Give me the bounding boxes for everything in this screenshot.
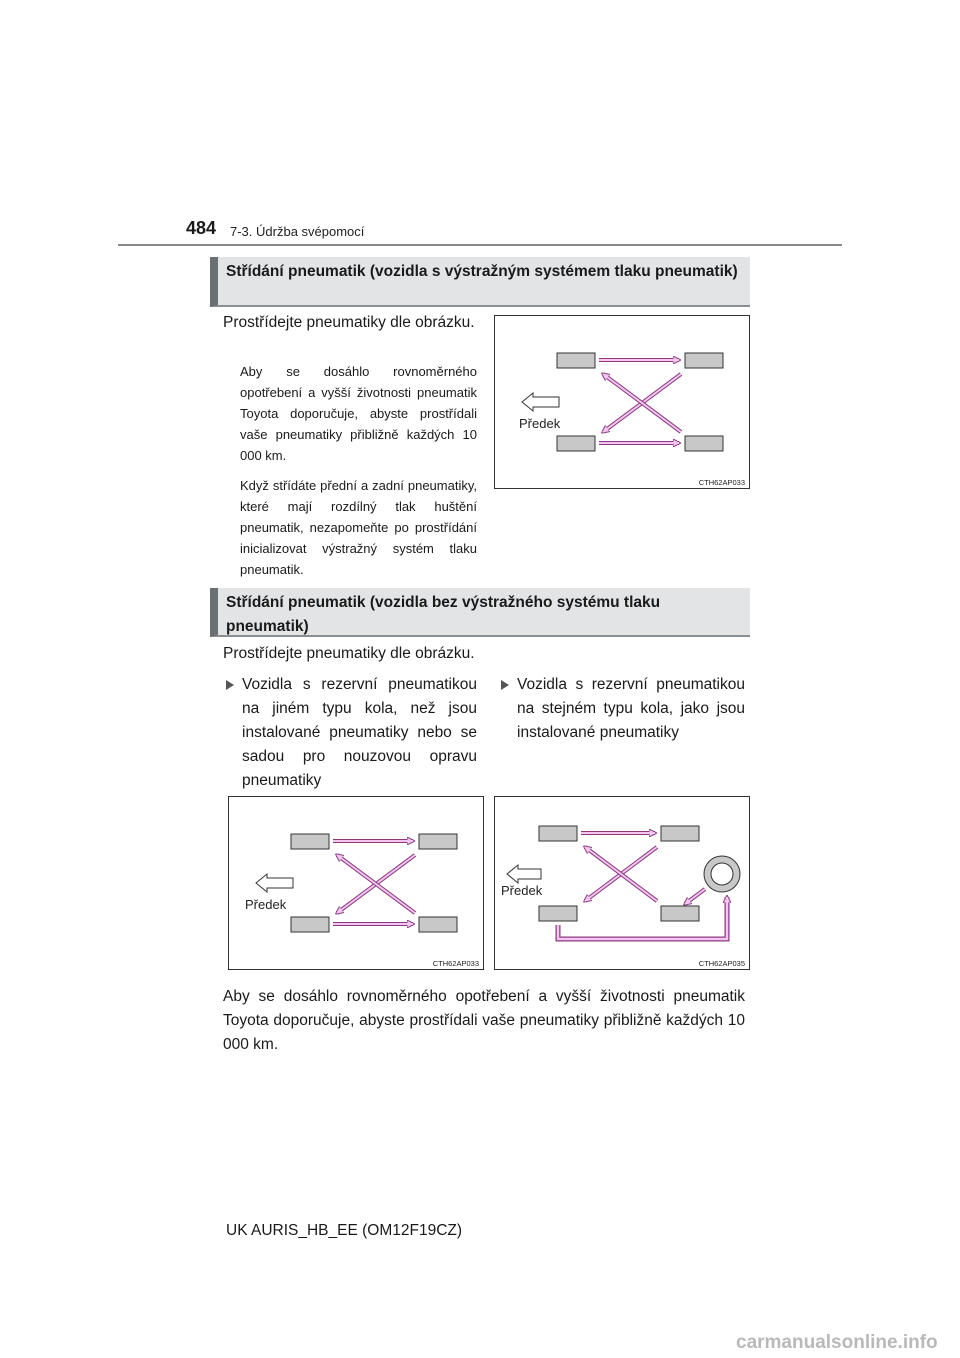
tire-front-left — [557, 353, 595, 368]
bullet-same-wheel-text: Vozidla s rezervní pneumatikou na stejném typu kola, jako jsou instalované pneumatiky — [517, 676, 745, 741]
watermark: carmanualsonline.info — [736, 1332, 938, 1353]
arrow-loop-to-spare — [558, 897, 727, 939]
bullet-different-wheel — [242, 673, 477, 793]
bullet-marker — [501, 680, 509, 690]
rotation-diagram-same-wheel — [494, 796, 750, 970]
tire-front-right — [557, 436, 595, 451]
figure-code: CTH62AP035 — [698, 959, 745, 968]
tire-rear-right — [419, 917, 457, 932]
section1-instruction: Prostřídejte pneumatiky dle obrázku. — [223, 314, 475, 331]
section2-heading: Střídání pneumatik (vozidla bez výstražného systému tlaku pneumatik) — [210, 588, 750, 637]
header-rule — [118, 244, 842, 246]
section2-instruction: Prostřídejte pneumatiky dle obrázku. — [223, 645, 475, 662]
section2-closing-note: Aby se dosáhlo rovnoměrného opotřebení a vyšší životnosti pneumatik Toyota doporučuje, abyste prostřídali vaše pneumatiky přibližně každých 10 000 km. — [223, 988, 745, 1053]
page-number: 484 — [186, 218, 217, 238]
front-label: Předek — [501, 883, 543, 898]
tire-rear-right — [661, 906, 699, 921]
section1-heading: Střídání pneumatik (vozidla s výstražným systémem tlaku pneumatik) — [210, 257, 750, 307]
front-label: Předek — [519, 416, 561, 431]
front-label: Předek — [245, 897, 287, 912]
tire-front-left — [539, 826, 577, 841]
front-direction-arrow — [507, 865, 541, 883]
figure-code: CTH62AP033 — [432, 959, 479, 968]
tire-rear-right — [685, 436, 723, 451]
bullet-different-wheel-text: Vozidla s rezervní pneumatikou na jiném typu kola, než jsou instalované pneumatiky nebo se sadou pro nouzovou opravu pneumatiky — [242, 676, 477, 789]
tire-front-right — [539, 906, 577, 921]
rotation-diagram-tpws — [494, 315, 750, 489]
tire-rear-left — [661, 826, 699, 841]
rotation-diagram-different-wheel — [228, 796, 484, 970]
tire-rear-left — [419, 834, 457, 849]
tire-front-right — [291, 917, 329, 932]
footer-model: UK AURIS_HB_EE (OM12F19CZ) — [226, 1222, 463, 1239]
chapter-title: 7-3. Údržba svépomocí — [230, 224, 365, 239]
figure-code: CTH62AP033 — [698, 478, 745, 487]
front-direction-arrow — [256, 874, 293, 892]
tire-rear-left — [685, 353, 723, 368]
bullet-same-wheel — [517, 673, 745, 745]
front-direction-arrow — [522, 393, 559, 411]
section1-note-interval: Aby se dosáhlo rovnoměrného opotřebení a vyšší životnosti pneumatik Toyota doporučuje, abyste prostřídali vaše pneumatiky přibližně každých 10 000 km. — [240, 364, 477, 463]
bullet-marker — [226, 680, 234, 690]
tire-front-left — [291, 834, 329, 849]
section1-note-tpws: Když střídáte přední a zadní pneumatiky, které mají rozdílný tlak huštění pneumatik, nezapomeňte po prostřídání inicializovat výstražný systém tlaku pneumatik. — [240, 478, 477, 577]
